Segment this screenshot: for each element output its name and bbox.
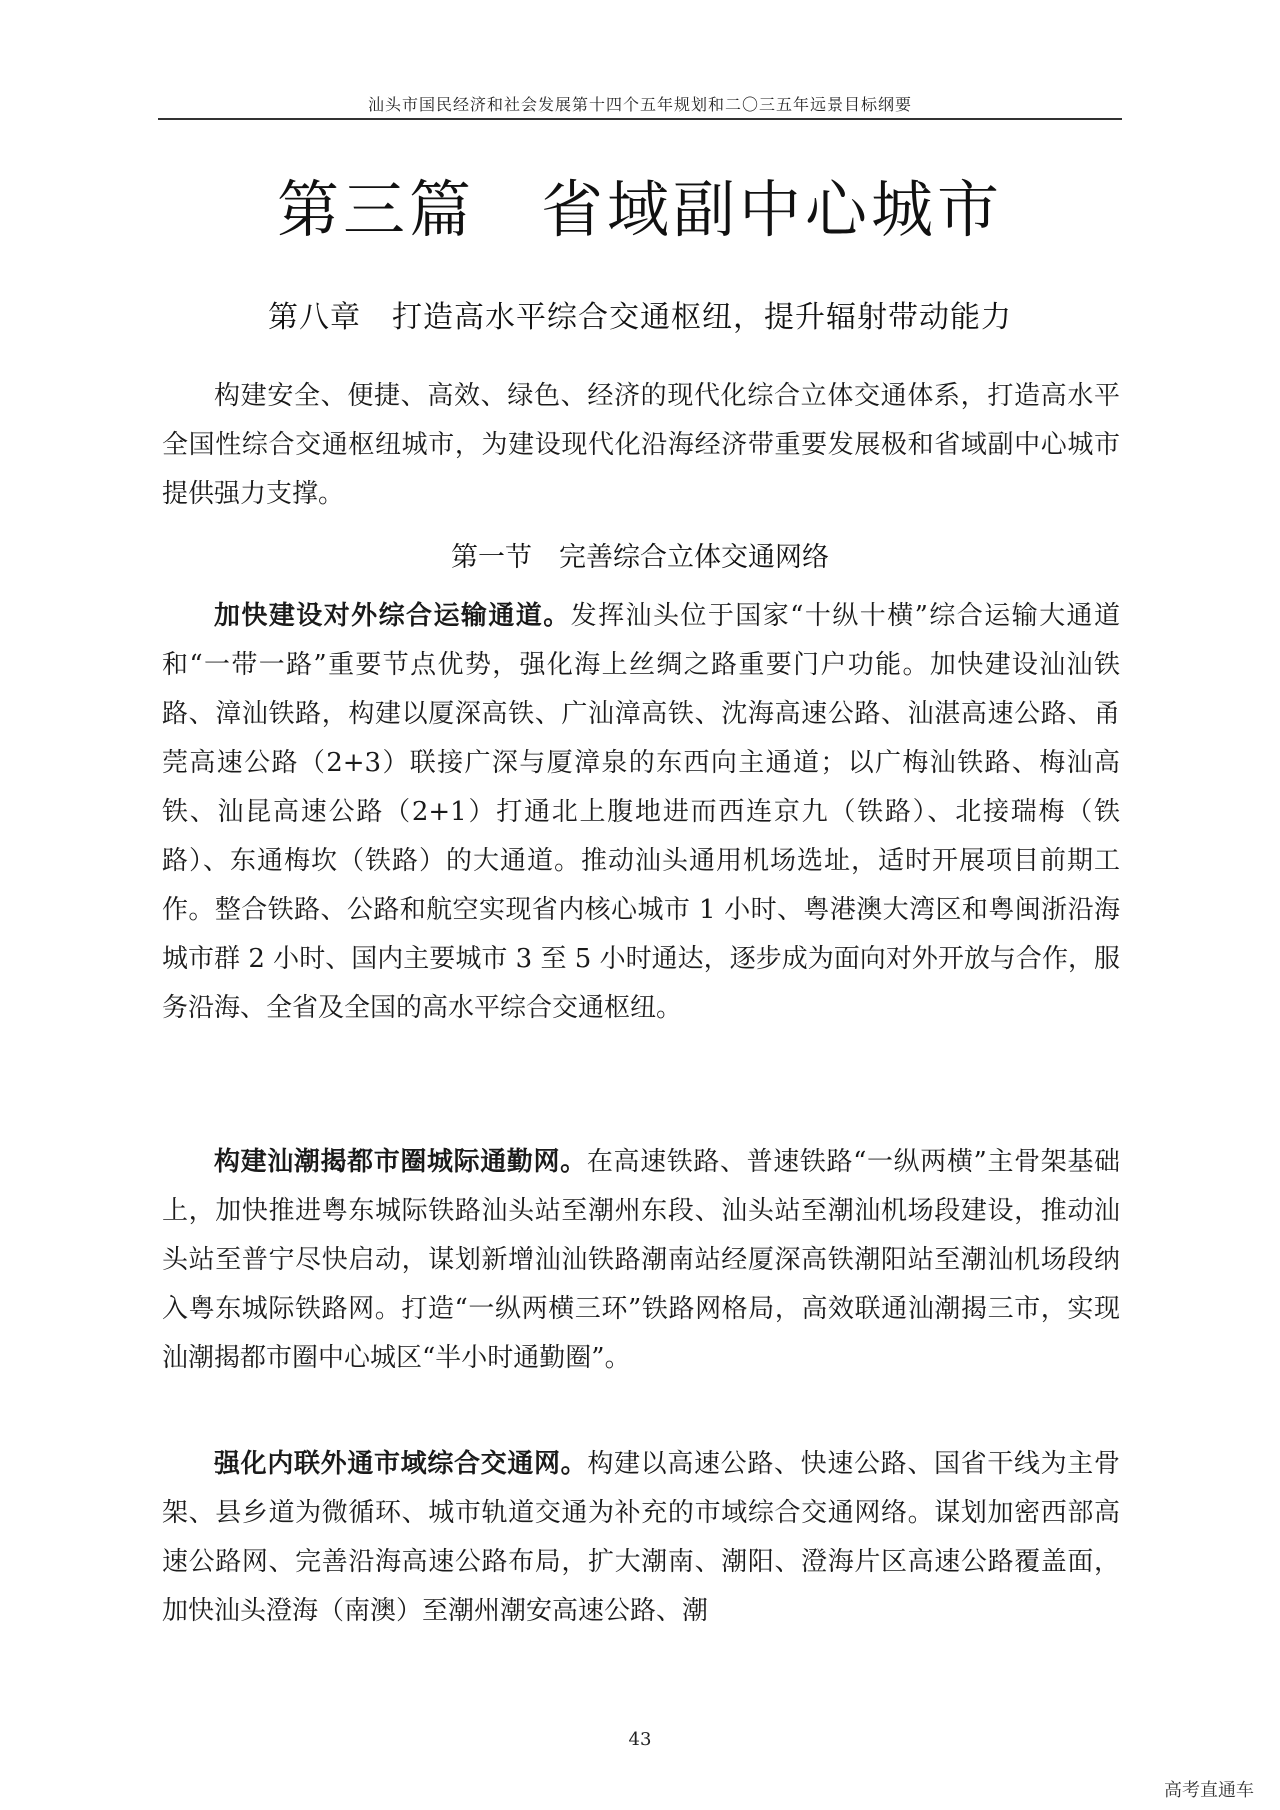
paragraph-lead: 强化内联外通市域综合交通网。 [214,1449,588,1479]
paragraph-text: 发挥汕头位于国家“十纵十横”综合运输大通道和“一带一路”重要节点优势，强化海上丝绸之路重要门户功能。加快建设汕汕铁路、漳汕铁路，构建以厦深高铁、广汕漳高铁、沈海高速公路、汕湛高速公路、甬莞高速公路（2+3）联接广深与厦漳泉的东西向主通道；以广梅汕铁路、梅汕高铁、汕昆高速公路（2+1）打通北上腹地进而西连京九（铁路）、北接瑞梅（铁路）、东通梅坎（铁路）的大通道。推动汕头通用机场选址，适时开展项目前期工作。整合铁路、公路和航空实现省内核心城市 1 小时、粤港澳大湾区和粤闽浙沿海城市群 2 小时、国内主要城市 3 至 5 小时通达，逐步成为面向对外开放与合作，服务沿海、全省及全国的高水平综合交通枢纽。 [162,601,1120,1023]
paragraph-municipal-network [162,1440,1120,1636]
paragraph-text: 在高速铁路、普速铁路“一纵两横”主骨架基础上，加快推进粤东城际铁路汕头站至潮州东段、汕头站至潮汕机场段建设，推动汕头站至普宁尽快启动，谋划新增汕汕铁路潮南站经厦深高铁潮阳站至潮汕机场段纳入粤东城际铁路网。打造“一纵两横三环”铁路网格局，高效联通汕潮揭三市，实现汕潮揭都市圈中心城区“半小时通勤圈”。 [162,1147,1120,1373]
paragraph-lead: 构建汕潮揭都市圈城际通勤网。 [214,1147,587,1177]
paragraph-intercity-commute [162,1138,1120,1383]
paragraph-lead: 加快建设对外综合运输通道。 [214,601,571,631]
paragraph-external-transport [162,592,1120,1033]
page-number: 43 [628,1729,652,1750]
header-rule [158,118,1122,120]
paragraph-text: 构建以高速公路、快速公路、国省干线为主骨架、县乡道为微循环、城市轨道交通为补充的市域综合交通网络。谋划加密西部高速公路网、完善沿海高速公路布局，扩大潮南、潮阳、澄海片区高速公路覆盖面，加快汕头澄海（南澳）至潮州潮安高速公路、潮 [162,1449,1120,1626]
watermark: 高考直通车 [1164,1780,1254,1801]
running-header: 汕头市国民经济和社会发展第十四个五年规划和二〇三五年远景目标纲要 [367,95,912,114]
part-title: 第三篇 省域副中心城市 [276,173,1003,246]
section-title: 第一节 完善综合立体交通网络 [451,542,829,573]
chapter-title: 第八章 打造高水平综合交通枢纽，提升辐射带动能力 [268,300,1012,335]
intro-paragraph: 构建安全、便捷、高效、绿色、经济的现代化综合立体交通体系，打造高水平全国性综合交通枢纽城市，为建设现代化沿海经济带重要发展极和省域副中心城市提供强力支撑。 [162,381,1120,509]
